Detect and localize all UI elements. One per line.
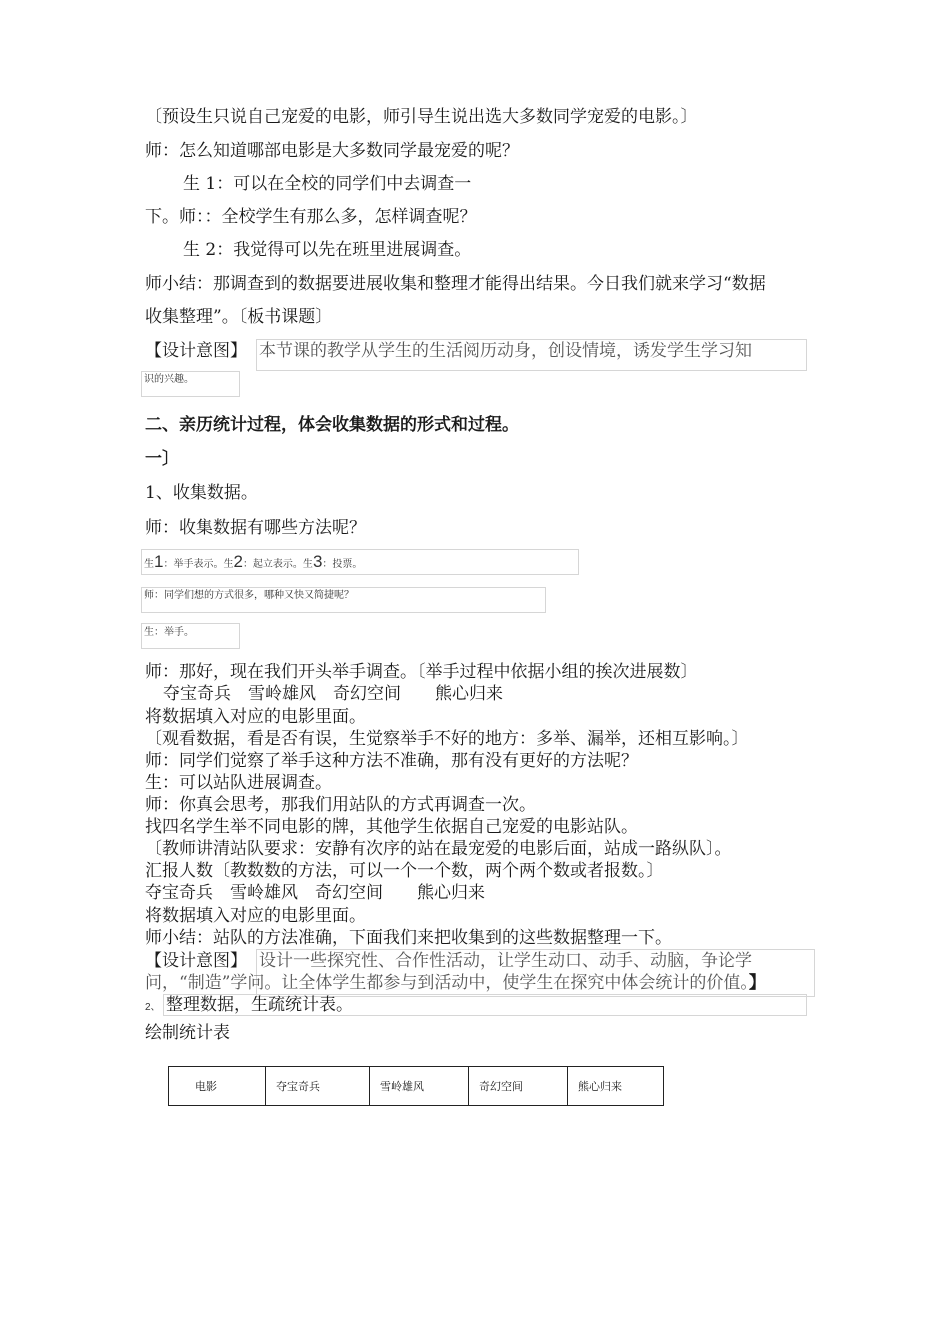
table-header-cell: 雪岭雄风 xyxy=(370,1067,469,1106)
teacher-summary-2: 师小结：站队的方法准确，下面我们来把收集到的这些数据整理一下。 xyxy=(145,928,672,948)
four-students: 找四名学生举不同电影的牌，其他学生依据自己宠爱的电影站队。 xyxy=(145,817,638,837)
step2-heading: 整理数据，生疏统计表。 xyxy=(166,995,353,1015)
preset-note: 〔预设生只说自己宠爱的电影，师引导生说出选大多数同学宠爱的电影。〕 xyxy=(145,107,698,127)
draw-table-heading: 绘制统计表 xyxy=(145,1023,230,1043)
design-intent-2-label: 【设计意图】 xyxy=(145,951,247,971)
fill-data-1: 将数据填入对应的电影里面。 xyxy=(145,707,366,727)
statistics-table xyxy=(168,1066,664,1106)
teacher-summary-line1: 师小结：那调查到的数据要进展收集和整理才能得出结果。今日我们就来学习“数据 xyxy=(145,274,766,294)
teacher-quick-question: 师：同学们想的方式很多，哪种又快又简捷呢？ xyxy=(144,590,354,601)
table-header-cell: 夺宝奇兵 xyxy=(266,1067,370,1106)
step1-heading: 1、收集数据。 xyxy=(145,483,258,503)
student-methods: 生1：举手表示。生2：起立表示。生3：投票。 xyxy=(144,552,363,571)
student2-answer: 生 2：我觉得可以先在班里进展调查。 xyxy=(183,240,472,260)
design-intent-text-cont: 识的兴趣。 xyxy=(144,374,194,385)
movie-list-2: 夺宝奇兵 雪岭雄风 奇幻空间 熊心归来 xyxy=(145,883,485,903)
teacher-summary-line2: 收集整理”。〔板书课题〕 xyxy=(145,307,333,327)
subsection-marker: 一〕 xyxy=(145,449,179,469)
table-row xyxy=(169,1067,664,1106)
student-queue: 生：可以站队进展调查。 xyxy=(145,773,332,793)
design-intent-2-text1: 设计一些探究性、合作性活动，让学生动口、动手、动脑，争论学 xyxy=(259,951,752,971)
design-intent-label: 【设计意图】 xyxy=(145,341,247,361)
teacher-better-method: 师：同学们觉察了举手这种方法不准确，那有没有更好的方法呢？ xyxy=(145,751,638,771)
teacher-question: 师：怎么知道哪部电影是大多数同学最宠爱的呢？ xyxy=(145,141,519,161)
teacher-methods-question: 师：收集数据有哪些方法呢？ xyxy=(145,518,366,538)
teacher-followup: 下。师：：全校学生有那么多，怎样调查呢？ xyxy=(145,207,477,227)
observe-note: 〔观看数据，看是否有误，生觉察举手不好的地方：多举、漏举，还相互影响。〕 xyxy=(145,729,749,749)
teacher-queue-again: 师：你真会思考，那我们用站队的方式再调查一次。 xyxy=(145,795,536,815)
movie-list-1: 夺宝奇兵 雪岭雄风 奇幻空间 熊心归来 xyxy=(163,684,503,704)
report-count: 汇报人数〔教数数的方法，可以一个一个数，两个两个数或者报数。〕 xyxy=(145,861,664,881)
teacher-start-survey: 师：那好，现在我们开头举手调查。〔举手过程中依据小组的挨次进展数〕 xyxy=(145,662,698,682)
fill-data-2: 将数据填入对应的电影里面。 xyxy=(145,906,366,926)
step2-number: 2、 xyxy=(145,1002,161,1013)
section-heading: 二、亲历统计过程，体会收集数据的形式和过程。 xyxy=(145,415,519,435)
design-intent-text: 本节课的教学从学生的生活阅历动身，创设情境，诱发学生学习知 xyxy=(259,341,752,361)
table-header-cell: 熊心归来 xyxy=(568,1067,664,1106)
table-header-cell: 电影 xyxy=(169,1067,266,1106)
table-header-cell: 奇幻空间 xyxy=(469,1067,568,1106)
student1-answer: 生 1：可以在全校的同学们中去调查一 xyxy=(183,174,472,194)
student-raise-hand: 生：举手。 xyxy=(144,627,194,638)
queue-requirement: 〔教师讲清站队要求：安静有次序的站在最宠爱的电影后面，站成一路纵队〕。 xyxy=(145,839,732,859)
design-intent-2-text2: 问，“制造”学问。让全体学生都参与到活动中，使学生在探究中体会统计的价值。】 xyxy=(145,973,766,993)
